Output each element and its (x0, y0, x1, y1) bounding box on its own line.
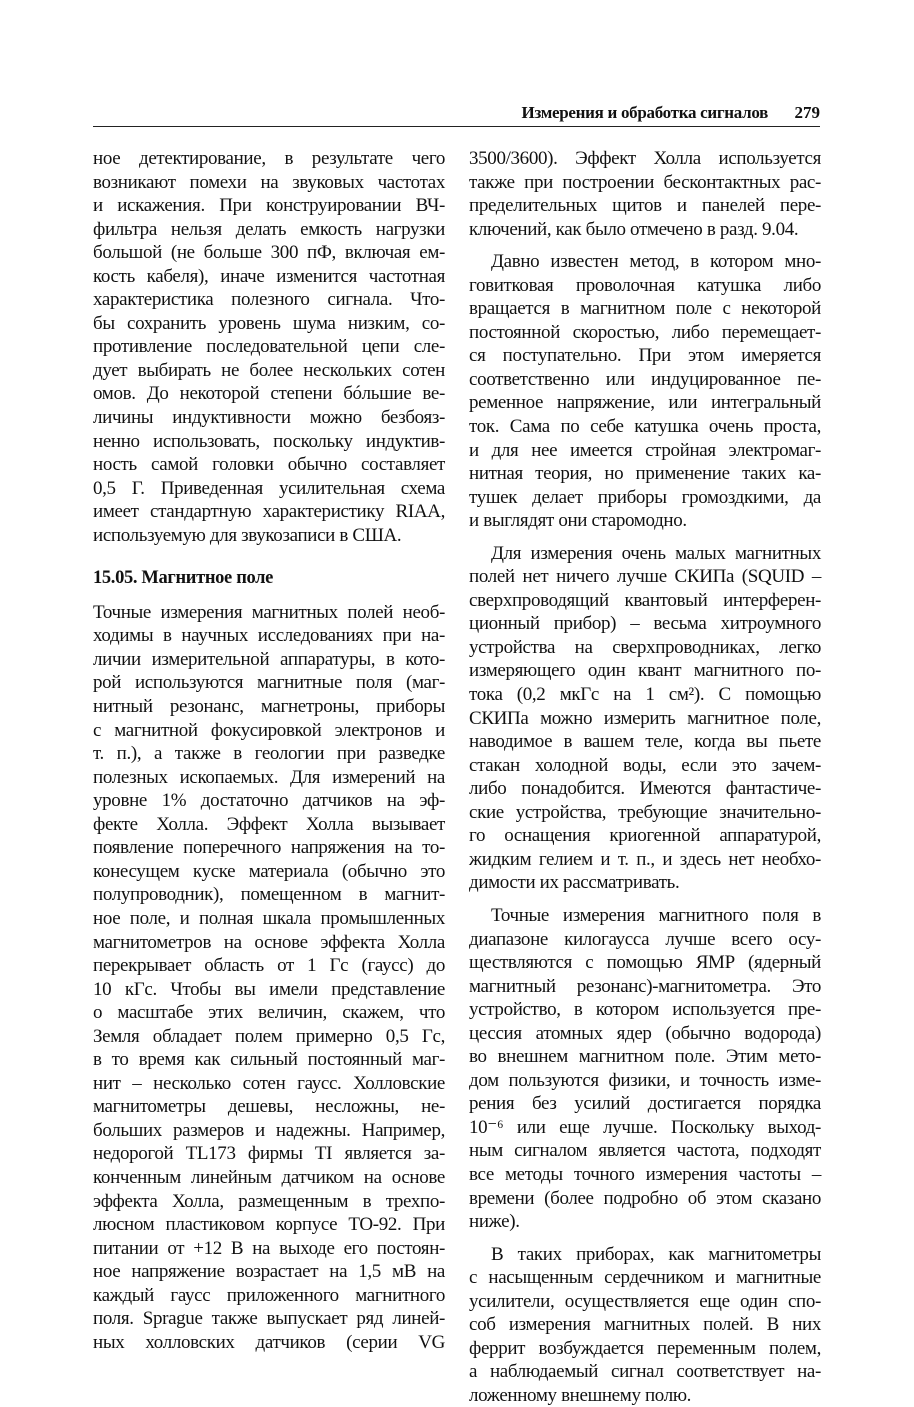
text-line: фекте Холла. Эффект Холла вызывает (93, 813, 445, 835)
text-line: ременное напряжение, или интегральный (469, 392, 821, 414)
text-line: тока (0,2 мкГс на 1 см²). С помощью (469, 684, 821, 706)
text-line: ществляются с помощью ЯМР (ядерный (469, 952, 821, 974)
text-line: личины индуктивности можно безбояз- (93, 407, 445, 429)
text-line: перекрывает область от 1 Гс (гаусс) до (93, 955, 445, 977)
text-line: 3500/3600). Эффект Холла используется (469, 148, 821, 169)
text-line: наводимое в вашем теле, когда вы пьете (469, 731, 821, 753)
text-line: ным сигналом является частота, подходят (469, 1140, 821, 1162)
text-line: 0,5 Г. Приведенная усилительная схема (93, 477, 445, 499)
text-line: питании от +12 В на выходе его постоян- (93, 1237, 445, 1259)
text-line: полупроводник), помещенном в магнит- (93, 884, 445, 906)
text-line: используемую для звукозаписи в США. (93, 524, 402, 546)
text-line: усилители, осуществляется еще один спо- (469, 1290, 821, 1312)
text-line: характеристика полезного сигнала. Что- (93, 289, 445, 311)
text-line: дует выбирать не более нескольких сотен (93, 359, 445, 381)
text-line: конченным линейным датчиком на основе (93, 1166, 445, 1188)
text-line: времени (более подробно об этом сказано (469, 1187, 821, 1209)
text-line: люсном пластиковом корпусе ТО-92. При (93, 1214, 445, 1236)
text-line: а наблюдаемый сигнал соответствует на- (469, 1361, 821, 1383)
text-line: ток. Сама по себе катушка очень проста, (469, 416, 821, 438)
text-line: ключений, как было отмечено в разд. 9.04. (469, 218, 799, 240)
paragraph (93, 601, 445, 1355)
page-number: 279 (794, 103, 820, 122)
text-line: устройства на сверхпроводниках, легко (469, 636, 821, 658)
text-line: ские устройства, требующие значительно- (469, 801, 821, 823)
text-line: ся поступательно. При этом имеряется (469, 345, 821, 367)
left-column (93, 147, 445, 1354)
text-line: омов. До некоторой степени бóльшие ве- (93, 383, 445, 405)
text-line: измеряющего один квант магнитного по- (469, 660, 821, 682)
text-line: полезных ископаемых. Для измерений на (93, 766, 445, 788)
text-line: пределительных щитов и панелей пере- (469, 195, 821, 217)
text-line: появление поперечного напряжения на то- (93, 837, 445, 859)
text-line: димости их рассматривать. (469, 872, 680, 894)
text-line: ность самой головки обычно составляет (93, 454, 445, 476)
paragraph (93, 147, 445, 547)
text-line: нит – несколько сотен гаусс. Холловские (93, 1072, 445, 1094)
running-title: Измерения и обработка сигналов (521, 103, 768, 122)
text-line: все методы точного измерения частоты – (469, 1163, 821, 1185)
text-line: тушек делает приборы громоздкими, да (469, 486, 821, 508)
text-line: полей нет ничего лучше СКИПа (SQUID – (469, 566, 821, 588)
text-line: каждый гаусс приложенного магнитного (93, 1284, 445, 1306)
text-line: В таких приборах, как магнитометры (491, 1243, 821, 1265)
text-line: ниже). (469, 1211, 520, 1233)
text-line: также при построении бесконтактных рас- (469, 171, 821, 193)
text-line: рой используются магнитные поля (маг- (93, 672, 445, 694)
text-line: Точные измерения магнитных полей необ- (93, 601, 445, 623)
text-line: ное детектирование, в результате чего (93, 148, 445, 169)
text-line: цессия атомных ядер (обычно водорода) (469, 1022, 821, 1044)
text-line: дом пользуются физики, и точность изме- (469, 1069, 821, 1091)
text-line: ных холловских датчиков (серии VG (93, 1331, 445, 1353)
text-line: большой (не больше 300 пФ, включая ем- (93, 242, 445, 264)
text-line: нитная теория, но применение таких ка- (469, 463, 821, 485)
text-line: ционный прибор) – весьма хитроумного (469, 613, 821, 635)
text-line: имеет стандартную характеристику RIAA, (93, 501, 445, 523)
text-line: с магнитной фокусировкой электронов и (93, 719, 445, 741)
text-line: 10 кГс. Чтобы вы имели представление (93, 978, 445, 1000)
text-line: ненно использовать, поскольку индуктив- (93, 430, 445, 452)
text-line: сверхпроводящий квантовый интерферен- (469, 589, 821, 611)
text-line: го оснащения криогенной аппаратурой, (469, 825, 821, 847)
right-column (469, 147, 821, 1407)
text-line: недорогой TL173 фирмы TI является за- (93, 1143, 445, 1165)
text-line: ложенному внешнему полю. (469, 1384, 692, 1406)
paragraph (469, 904, 821, 1234)
text-line: эффекта Холла, размещенным в трехпо- (93, 1190, 445, 1212)
paragraph (469, 250, 821, 533)
text-line: и выглядят они старомодно. (469, 510, 687, 532)
text-line: ное поле, и полная шкала промышленных (93, 907, 445, 929)
text-line: бы сохранить уровень шума низким, со- (93, 312, 445, 334)
text-line: нитный резонанс, магнетроны, приборы (93, 696, 445, 718)
text-line: либо понадобится. Имеются фантастиче- (469, 778, 821, 800)
text-line: магнитометров на основе эффекта Холла (93, 931, 445, 953)
text-line: кость кабеля), иначе изменится частотная (93, 265, 445, 287)
text-line: в то время как сильный постоянный маг- (93, 1049, 445, 1071)
text-line: постоянной скоростью, либо перемещает- (469, 321, 821, 343)
paragraph (469, 1243, 821, 1407)
text-line: Точные измерения магнитного поля в (491, 904, 821, 926)
text-line: больших размеров и надежны. Например, (93, 1119, 445, 1141)
text-line: возникают помехи на звуковых частотах (93, 171, 445, 193)
text-line: и для нее имеется стройная электромаг- (469, 439, 821, 461)
text-line: конесущем куске материала (обычно это (93, 860, 445, 882)
text-line: и искажения. При конструировании ВЧ- (93, 195, 445, 217)
text-line: фильтра нельзя делать емкость нагрузки (93, 218, 445, 240)
section-heading: 15.05. Магнитное поле (93, 568, 274, 589)
text-line: соответственно или индуцированное пе- (469, 368, 821, 390)
text-line: во внешнем магнитном поле. Этим мето- (469, 1046, 821, 1068)
text-line: диапазоне килогаусса лучше всего осу- (469, 928, 821, 950)
text-line: с насыщенным сердечником и магнитные (469, 1267, 821, 1289)
text-line: Земля обладает полем примерно 0,5 Гс, (93, 1025, 445, 1047)
text-line: СКИПа можно измерить магнитное поле, (469, 707, 821, 729)
text-line: 10⁻⁶ или еще лучше. Поскольку выход- (469, 1116, 821, 1138)
text-line: рения без усилий достигается порядка (469, 1093, 821, 1115)
text-line: противление последовательной цепи сле- (93, 336, 445, 358)
text-line: личии измерительной аппаратуры, в кото- (93, 648, 445, 670)
paragraph (469, 542, 821, 895)
text-line: устройство, в котором используется пре- (469, 999, 821, 1021)
text-line: ное напряжение возрастает на 1,5 мВ на (93, 1261, 445, 1283)
text-line: уровне 1% достаточно датчиков на эф- (93, 790, 445, 812)
text-line: вращается в магнитном поле с некоторой (469, 298, 821, 320)
text-line: стакан холодной воды, если это зачем- (469, 754, 821, 776)
text-line: феррит возбуждается переменным полем, (469, 1337, 821, 1359)
text-line: магнитометры дешевы, несложны, не- (93, 1096, 445, 1118)
text-line: т. п.), а также в геологии при разведке (93, 743, 445, 765)
running-header (93, 100, 820, 127)
text-line: Для измерения очень малых магнитных (491, 542, 821, 564)
text-line: Давно известен метод, в котором мно- (491, 251, 821, 273)
text-line: магнитный резонанс)-магнитометра. Это (469, 975, 821, 997)
paragraph (469, 147, 821, 241)
text-line: о масштабе этих величин, скажем, что (93, 1002, 445, 1024)
text-line: говитковая проволочная катушка либо (469, 274, 821, 296)
text-line: соб измерения магнитных полей. В них (469, 1314, 821, 1336)
text-line: жидким гелием и т. п., и здесь нет необхо- (469, 848, 821, 870)
text-line: поля. Sprague также выпускает ряд линей- (93, 1308, 445, 1330)
text-line: ходимы в научных исследованиях при на- (93, 625, 445, 647)
